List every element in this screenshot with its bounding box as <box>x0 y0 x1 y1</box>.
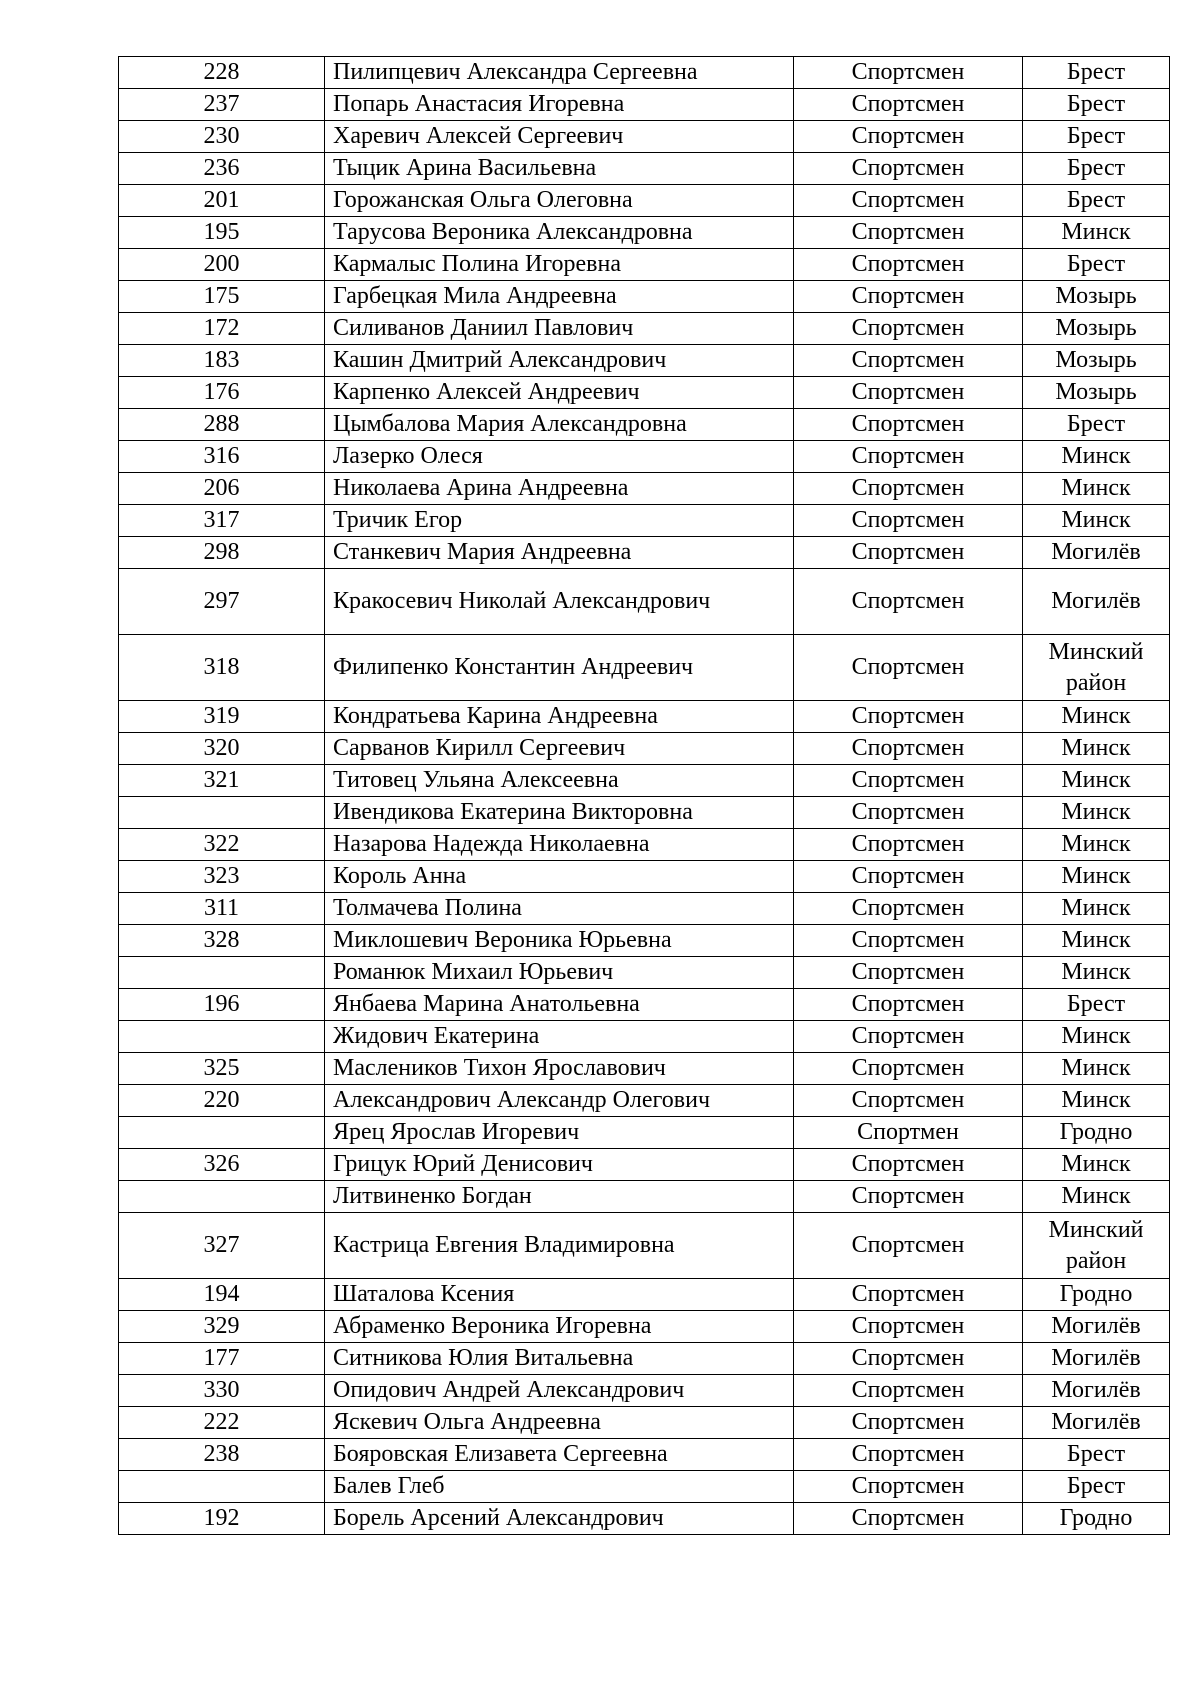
table-row <box>119 1149 1170 1181</box>
cell-city: Минск <box>1023 473 1170 505</box>
cell-name: Шаталова Ксения <box>325 1279 794 1311</box>
cell-number <box>119 1471 325 1503</box>
cell-role: Спортсмен <box>794 1375 1023 1407</box>
cell-name: Яскевич Ольга Андреевна <box>325 1407 794 1439</box>
cell-name: Кашин Дмитрий Александрович <box>325 345 794 377</box>
cell-city: Минск <box>1023 1149 1170 1181</box>
cell-name: Титовец Ульяна Алексеевна <box>325 765 794 797</box>
cell-role: Спортсмен <box>794 701 1023 733</box>
cell-name: Грицук Юрий Денисович <box>325 1149 794 1181</box>
cell-role: Спортсмен <box>794 1311 1023 1343</box>
cell-city: Минск <box>1023 957 1170 989</box>
cell-number: 318 <box>119 635 325 701</box>
cell-city: Минский район <box>1023 1213 1170 1279</box>
cell-city: Брест <box>1023 121 1170 153</box>
cell-name: Ярец Ярослав Игоревич <box>325 1117 794 1149</box>
cell-name: Борель Арсений Александрович <box>325 1503 794 1535</box>
cell-city: Минский район <box>1023 635 1170 701</box>
cell-name: Кондратьева Карина Андреевна <box>325 701 794 733</box>
table-row <box>119 957 1170 989</box>
cell-name: Кармалыс Полина Игоревна <box>325 249 794 281</box>
table-row <box>119 1213 1170 1279</box>
cell-name: Опидович Андрей Александрович <box>325 1375 794 1407</box>
cell-number: 200 <box>119 249 325 281</box>
table-row <box>119 121 1170 153</box>
table-row <box>119 893 1170 925</box>
cell-city: Минск <box>1023 861 1170 893</box>
table-row <box>119 1181 1170 1213</box>
cell-city: Минск <box>1023 733 1170 765</box>
cell-role: Спортсмен <box>794 153 1023 185</box>
cell-name: Филипенко Константин Андреевич <box>325 635 794 701</box>
cell-role: Спортсмен <box>794 957 1023 989</box>
cell-city: Минск <box>1023 1085 1170 1117</box>
cell-city: Могилёв <box>1023 1311 1170 1343</box>
cell-number: 192 <box>119 1503 325 1535</box>
cell-name: Тричик Егор <box>325 505 794 537</box>
cell-name: Николаева Арина Андреевна <box>325 473 794 505</box>
cell-number: 316 <box>119 441 325 473</box>
table-row <box>119 185 1170 217</box>
cell-role: Спортсмен <box>794 89 1023 121</box>
table-row <box>119 313 1170 345</box>
table-row <box>119 537 1170 569</box>
cell-role: Спортсмен <box>794 925 1023 957</box>
cell-role: Спортсмен <box>794 1343 1023 1375</box>
cell-role: Спортсмен <box>794 635 1023 701</box>
cell-role: Спортсмен <box>794 1149 1023 1181</box>
cell-role: Спортсмен <box>794 829 1023 861</box>
cell-city: Мозырь <box>1023 345 1170 377</box>
table-row <box>119 1439 1170 1471</box>
cell-role: Спортсмен <box>794 1471 1023 1503</box>
cell-role: Спортсмен <box>794 217 1023 249</box>
cell-role: Спортсмен <box>794 249 1023 281</box>
cell-role: Спортсмен <box>794 377 1023 409</box>
cell-number: 320 <box>119 733 325 765</box>
cell-name: Карпенко Алексей Андреевич <box>325 377 794 409</box>
cell-city: Минск <box>1023 797 1170 829</box>
cell-number: 311 <box>119 893 325 925</box>
cell-role: Спортсмен <box>794 537 1023 569</box>
cell-city: Могилёв <box>1023 537 1170 569</box>
cell-number: 326 <box>119 1149 325 1181</box>
cell-number: 319 <box>119 701 325 733</box>
cell-name: Сарванов Кирилл Сергеевич <box>325 733 794 765</box>
table-row <box>119 1375 1170 1407</box>
cell-number <box>119 797 325 829</box>
cell-city: Мозырь <box>1023 281 1170 313</box>
cell-city: Могилёв <box>1023 1375 1170 1407</box>
table-row <box>119 281 1170 313</box>
table-row <box>119 765 1170 797</box>
cell-number: 328 <box>119 925 325 957</box>
cell-name: Лазерко Олеся <box>325 441 794 473</box>
table-row <box>119 441 1170 473</box>
cell-role: Спортсмен <box>794 733 1023 765</box>
cell-city: Минск <box>1023 505 1170 537</box>
cell-name: Абраменко Вероника Игоревна <box>325 1311 794 1343</box>
cell-name: Цымбалова Мария Александровна <box>325 409 794 441</box>
table-row <box>119 217 1170 249</box>
table-row <box>119 1279 1170 1311</box>
cell-name: Кракосевич Николай Александрович <box>325 569 794 635</box>
cell-city: Могилёв <box>1023 1407 1170 1439</box>
cell-role: Спортсмен <box>794 765 1023 797</box>
cell-role: Спортсмен <box>794 281 1023 313</box>
cell-number <box>119 1117 325 1149</box>
cell-name: Толмачева Полина <box>325 893 794 925</box>
cell-city: Гродно <box>1023 1503 1170 1535</box>
table-row <box>119 861 1170 893</box>
cell-number: 172 <box>119 313 325 345</box>
table-row <box>119 1021 1170 1053</box>
cell-city: Минск <box>1023 441 1170 473</box>
cell-city: Минск <box>1023 925 1170 957</box>
cell-number: 288 <box>119 409 325 441</box>
table-row <box>119 1407 1170 1439</box>
cell-number: 228 <box>119 57 325 89</box>
cell-name: Назарова Надежда Николаевна <box>325 829 794 861</box>
cell-city: Минск <box>1023 1181 1170 1213</box>
cell-city: Минск <box>1023 217 1170 249</box>
cell-city: Гродно <box>1023 1279 1170 1311</box>
cell-number: 195 <box>119 217 325 249</box>
cell-city: Брест <box>1023 989 1170 1021</box>
cell-number: 206 <box>119 473 325 505</box>
cell-role: Спортсмен <box>794 313 1023 345</box>
table-row <box>119 505 1170 537</box>
cell-role: Спортсмен <box>794 1053 1023 1085</box>
cell-number: 323 <box>119 861 325 893</box>
cell-city: Гродно <box>1023 1117 1170 1149</box>
table-row <box>119 1311 1170 1343</box>
cell-name: Александрович Александр Олегович <box>325 1085 794 1117</box>
cell-name: Горожанская Ольга Олеговна <box>325 185 794 217</box>
table-row <box>119 1117 1170 1149</box>
cell-name: Пилипцевич Александра Сергеевна <box>325 57 794 89</box>
cell-number: 236 <box>119 153 325 185</box>
cell-city: Брест <box>1023 89 1170 121</box>
cell-role: Спортсмен <box>794 57 1023 89</box>
cell-name: Харевич Алексей Сергеевич <box>325 121 794 153</box>
cell-number: 325 <box>119 1053 325 1085</box>
cell-city: Минск <box>1023 893 1170 925</box>
cell-number: 183 <box>119 345 325 377</box>
table-row <box>119 1343 1170 1375</box>
cell-role: Спортсмен <box>794 345 1023 377</box>
cell-role: Спортсмен <box>794 1021 1023 1053</box>
cell-number: 177 <box>119 1343 325 1375</box>
cell-city: Минск <box>1023 1021 1170 1053</box>
cell-number: 330 <box>119 1375 325 1407</box>
cell-name: Жидович Екатерина <box>325 1021 794 1053</box>
cell-city: Брест <box>1023 1471 1170 1503</box>
table-row <box>119 989 1170 1021</box>
cell-city: Брест <box>1023 1439 1170 1471</box>
cell-name: Янбаева Марина Анатольевна <box>325 989 794 1021</box>
cell-name: Кастрица Евгения Владимировна <box>325 1213 794 1279</box>
table-row <box>119 925 1170 957</box>
cell-role: Спортсмен <box>794 1439 1023 1471</box>
cell-role: Спортсмен <box>794 1085 1023 1117</box>
cell-name: Романюк Михаил Юрьевич <box>325 957 794 989</box>
cell-city: Минск <box>1023 1053 1170 1085</box>
cell-number: 175 <box>119 281 325 313</box>
cell-number <box>119 1021 325 1053</box>
cell-number: 321 <box>119 765 325 797</box>
cell-name: Ситникова Юлия Витальевна <box>325 1343 794 1375</box>
cell-role: Спортсмен <box>794 505 1023 537</box>
cell-name: Литвиненко Богдан <box>325 1181 794 1213</box>
cell-name: Гарбецкая Мила Андреевна <box>325 281 794 313</box>
cell-role: Спортсмен <box>794 569 1023 635</box>
cell-city: Могилёв <box>1023 569 1170 635</box>
table-row <box>119 89 1170 121</box>
table-row <box>119 249 1170 281</box>
table-row <box>119 377 1170 409</box>
cell-number: 238 <box>119 1439 325 1471</box>
table-row <box>119 1471 1170 1503</box>
cell-role: Спортмен <box>794 1117 1023 1149</box>
table-row <box>119 797 1170 829</box>
cell-city: Брест <box>1023 249 1170 281</box>
cell-city: Брест <box>1023 409 1170 441</box>
cell-city: Могилёв <box>1023 1343 1170 1375</box>
cell-city: Минск <box>1023 829 1170 861</box>
cell-number: 317 <box>119 505 325 537</box>
cell-role: Спортсмен <box>794 1181 1023 1213</box>
table-row <box>119 829 1170 861</box>
cell-number <box>119 1181 325 1213</box>
table-row <box>119 635 1170 701</box>
cell-name: Миклошевич Вероника Юрьевна <box>325 925 794 957</box>
cell-number: 237 <box>119 89 325 121</box>
table-row <box>119 409 1170 441</box>
cell-role: Спортсмен <box>794 1503 1023 1535</box>
cell-role: Спортсмен <box>794 121 1023 153</box>
cell-role: Спортсмен <box>794 797 1023 829</box>
cell-number: 176 <box>119 377 325 409</box>
cell-number: 201 <box>119 185 325 217</box>
cell-number: 322 <box>119 829 325 861</box>
cell-name: Станкевич Мария Андреевна <box>325 537 794 569</box>
cell-number: 297 <box>119 569 325 635</box>
table-row <box>119 1503 1170 1535</box>
table-row <box>119 153 1170 185</box>
cell-number: 220 <box>119 1085 325 1117</box>
table-row <box>119 473 1170 505</box>
cell-number: 196 <box>119 989 325 1021</box>
cell-name: Ивендикова Екатерина Викторовна <box>325 797 794 829</box>
cell-city: Минск <box>1023 765 1170 797</box>
cell-number: 298 <box>119 537 325 569</box>
table-row <box>119 345 1170 377</box>
cell-number: 222 <box>119 1407 325 1439</box>
cell-number <box>119 957 325 989</box>
cell-role: Спортсмен <box>794 893 1023 925</box>
cell-role: Спортсмен <box>794 441 1023 473</box>
cell-number: 329 <box>119 1311 325 1343</box>
cell-role: Спортсмен <box>794 185 1023 217</box>
cell-role: Спортсмен <box>794 473 1023 505</box>
cell-role: Спортсмен <box>794 1213 1023 1279</box>
table-row <box>119 1053 1170 1085</box>
participants-table <box>118 56 1170 1535</box>
cell-role: Спортсмен <box>794 1279 1023 1311</box>
table-row <box>119 701 1170 733</box>
cell-name: Бояровская Елизавета Сергеевна <box>325 1439 794 1471</box>
cell-number: 194 <box>119 1279 325 1311</box>
table-row <box>119 1085 1170 1117</box>
participants-table-body <box>119 57 1170 1535</box>
cell-city: Мозырь <box>1023 313 1170 345</box>
cell-name: Тыцик Арина Васильевна <box>325 153 794 185</box>
cell-role: Спортсмен <box>794 861 1023 893</box>
cell-city: Брест <box>1023 57 1170 89</box>
cell-city: Минск <box>1023 701 1170 733</box>
cell-name: Маслеников Тихон Ярославович <box>325 1053 794 1085</box>
cell-city: Брест <box>1023 153 1170 185</box>
table-row <box>119 57 1170 89</box>
cell-name: Балев Глеб <box>325 1471 794 1503</box>
cell-role: Спортсмен <box>794 1407 1023 1439</box>
cell-city: Мозырь <box>1023 377 1170 409</box>
cell-city: Брест <box>1023 185 1170 217</box>
cell-number: 327 <box>119 1213 325 1279</box>
cell-number: 230 <box>119 121 325 153</box>
cell-name: Попарь Анастасия Игоревна <box>325 89 794 121</box>
table-row <box>119 569 1170 635</box>
cell-name: Силиванов Даниил Павлович <box>325 313 794 345</box>
table-row <box>119 733 1170 765</box>
cell-role: Спортсмен <box>794 989 1023 1021</box>
cell-role: Спортсмен <box>794 409 1023 441</box>
cell-name: Король Анна <box>325 861 794 893</box>
cell-name: Тарусова Вероника Александровна <box>325 217 794 249</box>
